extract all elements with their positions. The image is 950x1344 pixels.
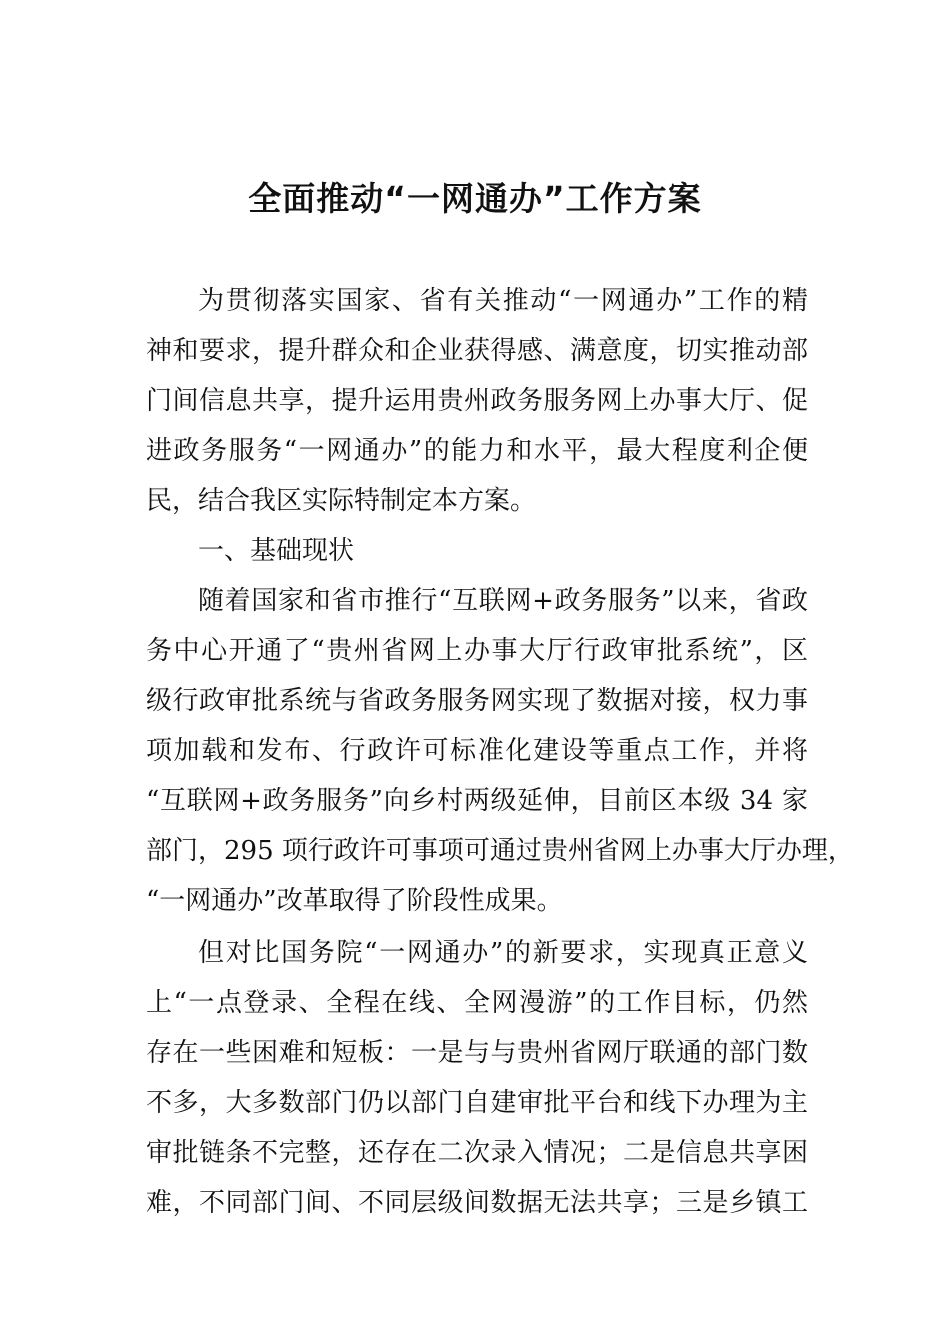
paragraph-line: 门间信息共享，提升运用贵州政务服务网上办事大厅、促 [146, 386, 808, 416]
paragraph-line: 难，不同部门间、不同层级间数据无法共享；三是乡镇工 [146, 1188, 808, 1218]
paragraph-line: 但对比国务院“一网通办”的新要求，实现真正意义 [198, 938, 808, 968]
paragraph-status [146, 576, 854, 926]
paragraph-line: 级行政审批系统与省政务服务网实现了数据对接，权力事 [146, 686, 808, 716]
paragraph-line: “互联网+政务服务”向乡村两级延伸，目前区本级 34 家 [146, 786, 808, 816]
paragraph-line: 不多，大多数部门仍以部门自建审批平台和线下办理为主 [146, 1088, 808, 1118]
paragraph-line: 神和要求，提升群众和企业获得感、满意度，切实推动部 [146, 336, 808, 366]
paragraph-line: 随着国家和省市推行“互联网+政务服务”以来，省政 [198, 586, 808, 616]
document-title: 全面推动“一网通办”工作方案 [248, 179, 702, 218]
document-body [146, 276, 854, 1228]
paragraph-line: 上“一点登录、全程在线、全网漫游”的工作目标，仍然 [146, 988, 808, 1018]
section-heading [146, 526, 808, 576]
paragraph-line: 审批链条不完整，还存在二次录入情况；二是信息共享困 [146, 1138, 808, 1168]
paragraph-line: 为贯彻落实国家、省有关推动“一网通办”工作的精 [198, 286, 808, 316]
paragraph-line: 项加载和发布、行政许可标准化建设等重点工作，并将 [146, 736, 808, 766]
section-heading-text: 一、基础现状 [198, 536, 355, 566]
paragraph-intro [146, 276, 808, 526]
paragraph-line: 进政务服务“一网通办”的能力和水平，最大程度利企便 [146, 436, 808, 466]
paragraph-line: 存在一些困难和短板：一是与与贵州省网厅联通的部门数 [146, 1038, 808, 1068]
paragraph-line: “一网通办”改革取得了阶段性成果。 [146, 886, 563, 916]
paragraph-line: 部门，295 项行政许可事项可通过贵州省网上办事大厅办理， [146, 836, 854, 866]
paragraph-problems [146, 928, 808, 1228]
paragraph-line: 民，结合我区实际特制定本方案。 [146, 486, 537, 516]
paragraph-line: 务中心开通了“贵州省网上办事大厅行政审批系统”，区 [146, 636, 808, 666]
